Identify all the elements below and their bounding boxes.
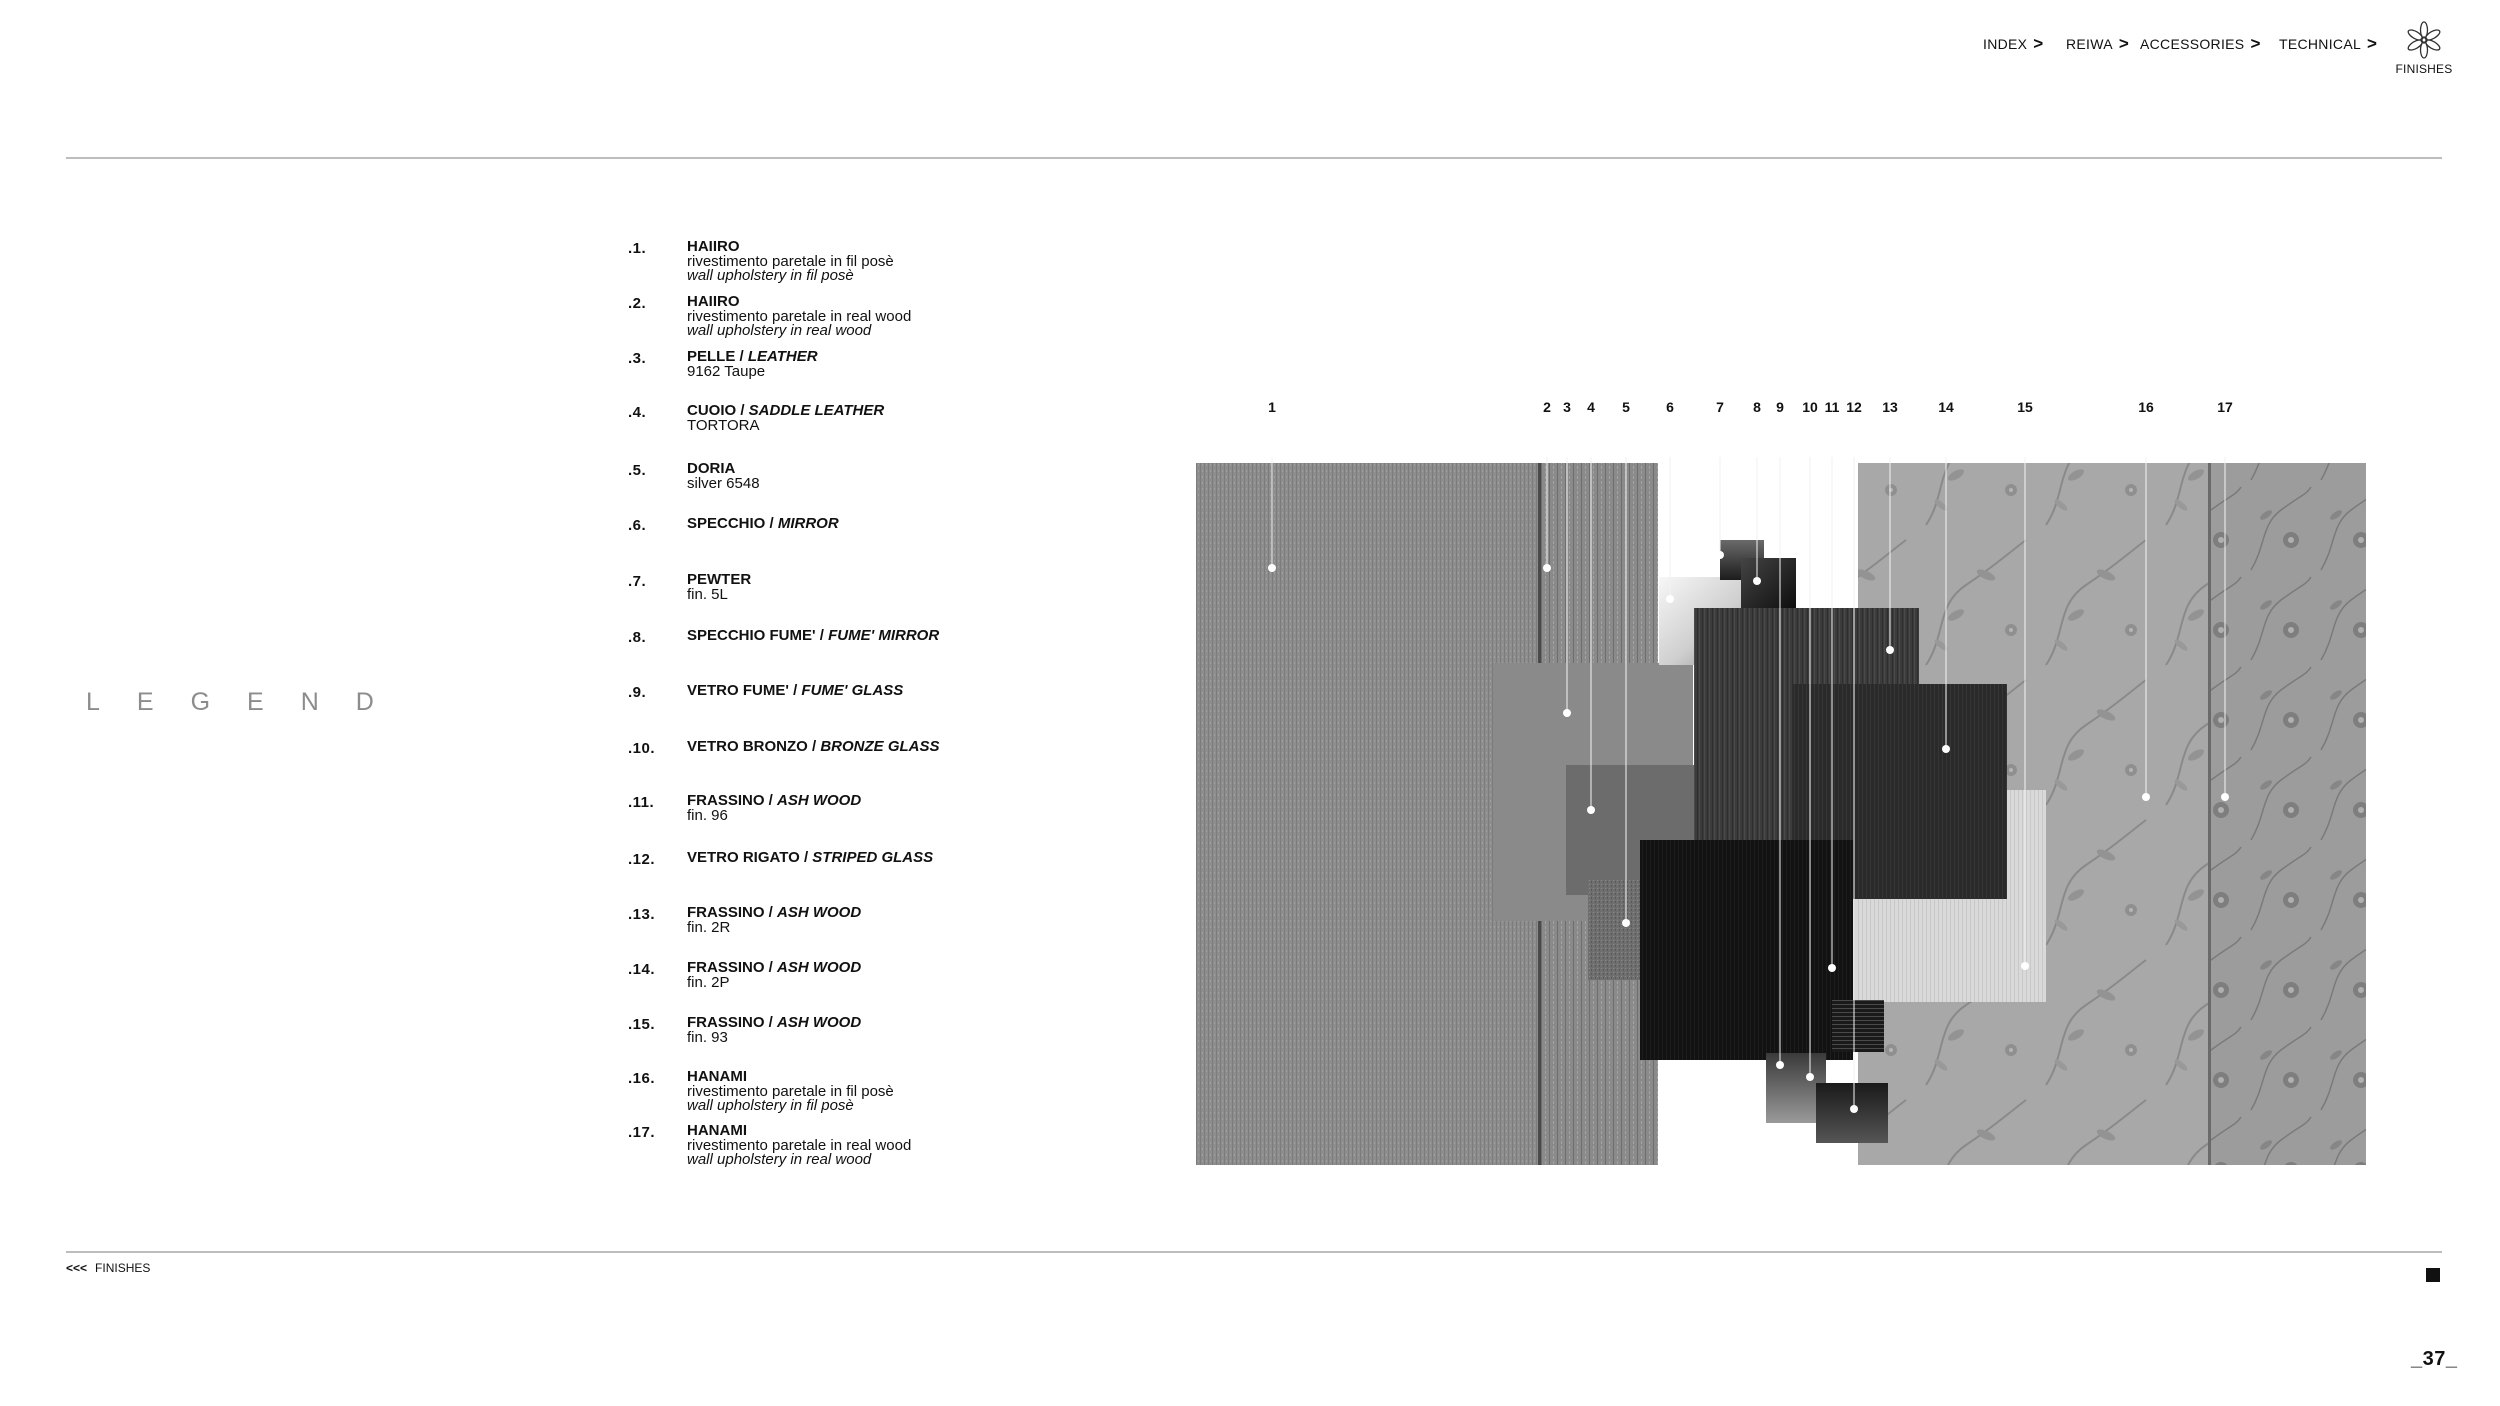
callout-number: 16 [2138,399,2154,415]
callout-dot [1716,551,1724,559]
legend-name [687,517,1067,532]
legend-number: .9. [628,684,647,701]
callout-dot [2142,793,2150,801]
callout-dot [1622,919,1630,927]
nav-index-link[interactable] [1983,34,2044,54]
square-marker-icon [2426,1268,2440,1282]
callout-dot [1850,1105,1858,1113]
nav-technical-link[interactable] [2279,34,2377,54]
nav-finishes-current[interactable] [2384,20,2464,76]
callout-number: 10 [1802,399,1818,415]
callout-dot [1543,564,1551,572]
legend-number: .17. [628,1124,656,1141]
swatch-12-striped-glass [1832,1000,1884,1052]
legend-name-en: ASH WOOD [777,959,862,976]
callout-number: 12 [1846,399,1862,415]
legend-name [687,794,1067,809]
legend-name-it: HANAMI [687,1068,747,1085]
top-divider [66,157,2442,159]
legend-name-it: HAIIRO [687,238,740,255]
callout-number: 5 [1622,399,1630,415]
legend-line2: TORTORA [687,416,760,434]
callout-number: 6 [1666,399,1674,415]
callout-dot [1753,577,1761,585]
chevron-right-icon: > [2033,34,2044,53]
legend-name-it: FRASSINO / [687,1014,778,1031]
legend-name-it: DORIA [687,460,736,477]
legend-name [687,906,1067,921]
legend-name-en: ASH WOOD [777,904,862,921]
callout-number: 4 [1587,399,1595,415]
legend-name [687,961,1067,976]
callout-numbers [1268,399,2233,415]
legend-name-en: MIRROR [777,515,839,532]
legend-name-it: FRASSINO / [687,792,778,809]
legend-name-it: FRASSINO / [687,904,778,921]
legend-line2: silver 6548 [687,474,760,492]
legend-number: .5. [628,462,647,479]
legend-name [687,573,1067,588]
swatch-8-fume-mirror [1741,558,1796,613]
page-number: _37_ [2411,1348,2458,1370]
callout-dot [2021,962,2029,970]
callout-dot [1776,1061,1784,1069]
legend-line3: wall upholstery in real wood [687,1151,872,1168]
back-link-label: FINISHES [95,1261,151,1275]
chevron-right-icon: > [2367,34,2378,53]
legend-name-en: BRONZE GLASS [820,738,940,755]
callout-dot [2221,793,2229,801]
legend-name-it: FRASSINO / [687,959,778,976]
legend-name-it: HAIIRO [687,293,740,310]
callout-dot [1587,806,1595,814]
flower-star-icon [2404,20,2444,60]
callout-number: 3 [1563,399,1571,415]
swatch-1-haiiro-filpose [1196,463,1540,1165]
nav-accessories-link[interactable] [2140,34,2261,54]
legend-number: .15. [628,1016,656,1033]
legend-name-en: SADDLE LEATHER [748,402,885,419]
callout-number: 14 [1938,399,1954,415]
callout-number: 17 [2217,399,2233,415]
legend-number: .12. [628,851,656,868]
legend-name [687,629,1067,644]
callout-number: 15 [2017,399,2033,415]
callout-dot [1942,745,1950,753]
legend-line2: 9162 Taupe [687,362,766,380]
swatch-17-hanami-realwood [2210,463,2366,1165]
legend-line2: rivestimento paretale in fil posè [687,1082,894,1100]
callout-number: 8 [1753,399,1761,415]
legend-line2: fin. 93 [687,1028,728,1046]
legend-line3: wall upholstery in real wood [687,322,872,339]
legend-number: .2. [628,295,647,312]
legend-number: .3. [628,350,647,367]
legend-number: .16. [628,1070,656,1087]
legend-number: .4. [628,404,647,421]
bottom-divider [66,1251,2442,1253]
legend-number: .7. [628,573,647,590]
legend-line2: rivestimento paretale in real wood [687,307,912,325]
legend-line2: fin. 2P [687,973,730,991]
nav-index-label: INDEX [1983,36,2028,52]
legend-line2: fin. 2R [687,918,731,936]
callout-number: 2 [1543,399,1551,415]
callout-number: 9 [1776,399,1784,415]
legend-name-it: PEWTER [687,571,752,588]
legend-name-it: SPECCHIO FUME' / [687,627,829,644]
legend-line2: rivestimento paretale in fil posè [687,252,894,270]
triple-chevron-left-icon: <<< [66,1261,88,1275]
legend-line2: fin. 96 [687,806,728,824]
legend-name-en: FUME' GLASS [801,682,904,699]
swatch-divider [2208,463,2211,1165]
legend-name [687,1016,1067,1031]
legend-name-it: VETRO BRONZO / [687,738,821,755]
callout-number: 11 [1824,399,1840,415]
legend-name-it: VETRO RIGATO / [687,849,813,866]
callout-dot [1828,964,1836,972]
legend-name-en: FUME' MIRROR [828,627,940,644]
legend-number: .1. [628,240,647,257]
legend-line3: wall upholstery in fil posè [687,1097,854,1114]
legend-name [687,684,1067,699]
legend-name-en: LEATHER [747,348,818,365]
callout-number: 7 [1716,399,1724,415]
legend-name-en: ASH WOOD [777,1014,862,1031]
callout-dot [1268,564,1276,572]
legend-number: .6. [628,517,647,534]
callout-dot [1806,1073,1814,1081]
legend-name-it: SPECCHIO / [687,515,778,532]
back-to-finishes-link[interactable] [66,1261,150,1275]
callout-dot [1666,595,1674,603]
chevron-right-icon: > [2118,34,2130,53]
legend-number: .14. [628,961,656,978]
callout-dot [1886,646,1894,654]
legend-number: .13. [628,906,656,923]
nav-reiwa-label: REIWA [2066,36,2113,52]
swatch-11-ash-96 [1640,840,1853,1060]
legend-number: .10. [628,740,656,757]
legend-name-en: STRIPED GLASS [812,849,934,866]
legend-name-it: PELLE / [687,348,748,365]
legend-name [687,740,1067,755]
nav-technical-label: TECHNICAL [2279,36,2362,52]
nav-accessories-label: ACCESSORIES [2140,36,2245,52]
legend-line3: wall upholstery in fil posè [687,267,854,284]
callout-dot [1563,709,1571,717]
chevron-right-icon: > [2250,34,2261,53]
legend-name-en: ASH WOOD [777,792,862,809]
legend-name [687,851,1067,866]
collage-svg [1196,395,2366,1165]
nav-finishes-label: FINISHES [2395,62,2453,76]
legend-name-it: CUOIO / [687,402,749,419]
swatch-10-bronze-glass [1816,1083,1888,1143]
nav-reiwa-link[interactable] [2066,34,2129,54]
materials-collage [1196,395,2366,1165]
callout-number: 1 [1268,399,1276,415]
callout-number: 13 [1882,399,1898,415]
legend-line2: fin. 5L [687,585,728,603]
legend-title: LEGEND [86,688,411,716]
legend-name-it: VETRO FUME' / [687,682,802,699]
legend-line2: rivestimento paretale in real wood [687,1136,912,1154]
top-navigation [0,34,2500,64]
legend-name-it: HANAMI [687,1122,747,1139]
legend-number: .8. [628,629,647,646]
legend-number: .11. [628,794,655,811]
